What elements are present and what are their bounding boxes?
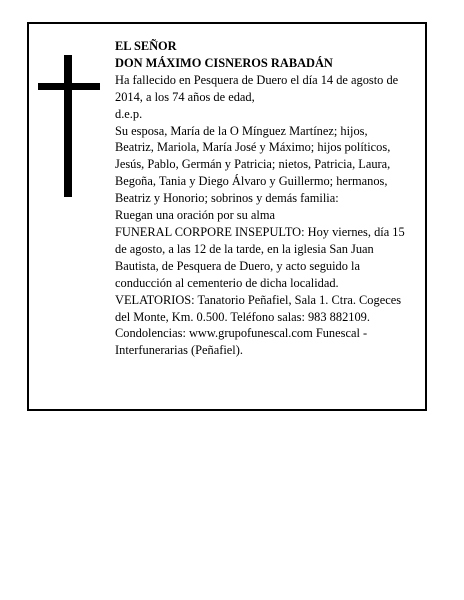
- latin-cross-icon: [38, 55, 100, 197]
- funeral-details: FUNERAL CORPORE INSEPULTO: Hoy viernes, día 15 de agosto, a las 12 de la tarde, en la iglesia San Juan Bautista, de Pesquera de Duero, y acto seguido la conducción al cementerio de dicha localidad.: [115, 224, 405, 290]
- deceased-name: DON MÁXIMO CISNEROS RABADÁN: [115, 55, 333, 70]
- family-list: Su esposa, María de la O Mínguez Martínez; hijos, Beatriz, Mariola, María José y Máximo; hijos políticos, Jesús, Pablo, Germán y Patricia; nietos, Patricia, Laura, Begoña, Tania y Diego Álvaro y Guillermo; hermanos, Beatriz y Honorio; sobrinos y demás familia:: [115, 123, 391, 206]
- rip-text: d.e.p.: [115, 106, 143, 121]
- obituary-title: EL SEÑOR: [115, 39, 177, 53]
- obituary-text: [115, 38, 407, 359]
- death-notice: Ha fallecido en Pesquera de Duero el día 14 de agosto de 2014, a los 74 años de edad,: [115, 72, 399, 104]
- prayer-request: Ruegan una oración por su alma: [115, 208, 275, 223]
- wake-details: VELATORIOS: Tanatorio Peñafiel, Sala 1. Ctra. Cogeces del Monte, Km. 0.500. Teléfono salas: 983 882109. Condolencias: www.grupofunescal.com Funescal - Interfunerarias (Peñafiel).: [115, 292, 402, 358]
